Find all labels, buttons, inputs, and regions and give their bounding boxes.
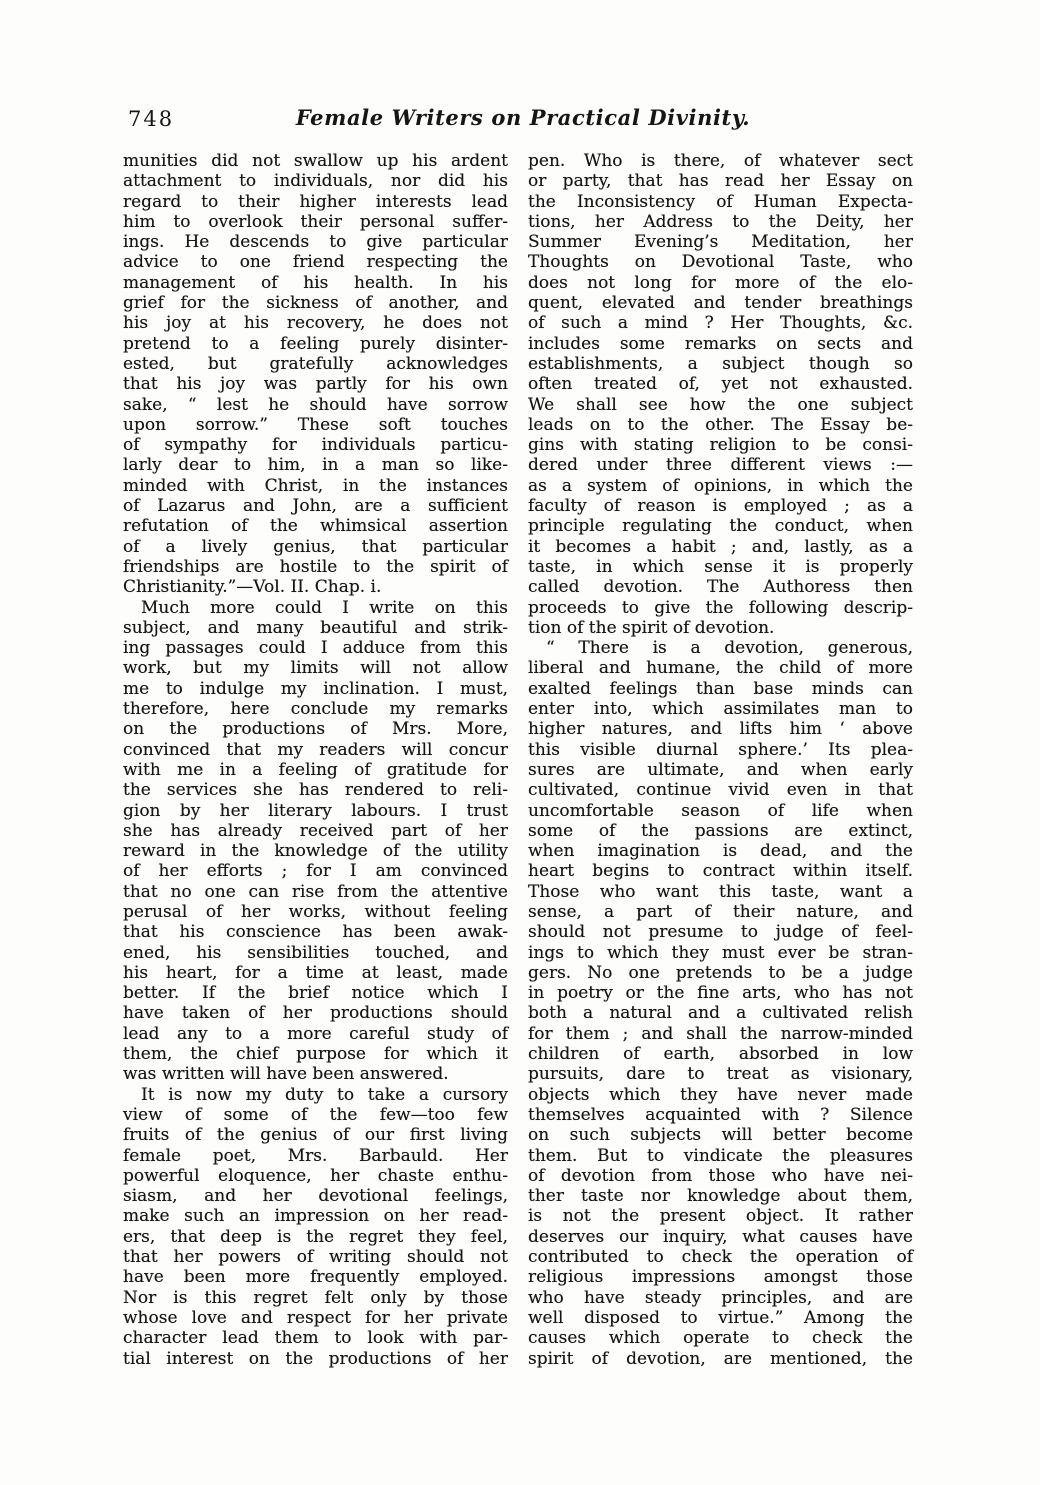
text-line: includes some remarks on sects and bbox=[528, 333, 913, 354]
text-line: taste, in which sense it is properly bbox=[528, 556, 913, 577]
text-line: have been more frequently employed. bbox=[123, 1267, 508, 1288]
text-line: Summer Evening’s Meditation, her bbox=[528, 232, 913, 253]
text-line: the Inconsistency of Human Expecta- bbox=[528, 191, 913, 212]
text-line: subject, and many beautiful and strik- bbox=[123, 617, 508, 638]
text-line: proceeds to give the following descrip- bbox=[528, 597, 913, 618]
text-line: Christianity.”—Vol. II. Chap. i. bbox=[123, 577, 382, 598]
text-line: ther taste nor knowledge about them, bbox=[528, 1186, 913, 1207]
text-line: leads on to the other. The Essay be- bbox=[528, 414, 913, 435]
text-line: ings. He descends to give particular bbox=[123, 232, 508, 253]
text-line: called devotion. The Authoress then bbox=[528, 577, 913, 598]
text-line: reward in the knowledge of the utility bbox=[123, 841, 508, 862]
text-line: upon sorrow.” These soft touches bbox=[123, 414, 508, 435]
text-line: objects which they have never made bbox=[528, 1084, 913, 1105]
page-header bbox=[123, 105, 913, 137]
text-line: higher natures, and lifts him ‘ above bbox=[528, 719, 913, 740]
text-line: larly dear to him, in a man so like- bbox=[123, 455, 508, 476]
text-line: friendships are hostile to the spirit of bbox=[123, 556, 508, 577]
text-line: it becomes a habit ; and, lastly, as a bbox=[528, 536, 913, 557]
text-line: It is now my duty to take a cursory bbox=[141, 1084, 508, 1105]
text-line: work, but my limits will not allow bbox=[123, 658, 508, 679]
text-line: siasm, and her devotional feelings, bbox=[123, 1186, 508, 1207]
text-line: powerful eloquence, her chaste enthu- bbox=[123, 1165, 508, 1186]
text-line: view of some of the few—too few bbox=[123, 1104, 508, 1125]
text-line: them. But to vindicate the pleasures bbox=[528, 1145, 913, 1166]
text-line: cultivated, continue vivid even in that bbox=[528, 780, 913, 801]
text-line: deserves our inquiry, what causes have bbox=[528, 1226, 913, 1247]
text-line: both a natural and a cultivated relish bbox=[528, 1003, 913, 1024]
text-line: lead any to a more careful study of bbox=[123, 1023, 508, 1044]
text-line: of Lazarus and John, are a sufficient bbox=[123, 496, 508, 517]
text-line: tions, her Address to the Deity, her bbox=[528, 211, 913, 232]
text-line: his heart, for a time at least, made bbox=[123, 962, 508, 983]
text-line: she has already received part of her bbox=[123, 820, 508, 841]
text-line: or party, that has read her Essay on bbox=[528, 171, 913, 192]
text-line: causes which operate to check the bbox=[528, 1328, 913, 1349]
text-line: pursuits, dare to treat as visionary, bbox=[528, 1064, 913, 1085]
text-line: refutation of the whimsical assertion bbox=[123, 516, 508, 537]
text-line: children of earth, absorbed in low bbox=[528, 1044, 913, 1065]
text-line: of sympathy for individuals particu- bbox=[123, 435, 508, 456]
text-line: is not the present object. It rather bbox=[528, 1206, 913, 1227]
text-line: whose love and respect for her private bbox=[123, 1307, 508, 1328]
text-line: establishments, a subject though so bbox=[528, 353, 913, 374]
text-line: sures are ultimate, and when early bbox=[528, 759, 913, 780]
text-line: better. If the brief notice which I bbox=[123, 983, 508, 1004]
text-line: spirit of devotion, are mentioned, the bbox=[528, 1348, 913, 1369]
text-line: We shall see how the one subject bbox=[528, 394, 913, 415]
page-number: 748 bbox=[128, 107, 175, 131]
text-line: Those who want this taste, want a bbox=[528, 881, 913, 902]
text-line: his joy at his recovery, he does not bbox=[123, 313, 508, 334]
text-line: “ There is a devotion, generous, bbox=[546, 638, 913, 659]
text-line: him to overlook their personal suffer- bbox=[123, 211, 508, 232]
text-line: sense, a part of their nature, and bbox=[528, 901, 913, 922]
text-line: that his conscience has been awak- bbox=[123, 922, 508, 943]
text-line: of devotion from those who have nei- bbox=[528, 1165, 913, 1186]
text-line: when imagination is dead, and the bbox=[528, 841, 913, 862]
text-line: was written will have been answered. bbox=[123, 1064, 449, 1085]
text-line: enter into, which assimilates man to bbox=[528, 699, 913, 720]
text-line: Thoughts on Devotional Taste, who bbox=[528, 252, 913, 273]
text-line: pretend to a feeling purely disinter- bbox=[123, 333, 508, 354]
text-line: exalted feelings than base minds can bbox=[528, 678, 913, 699]
text-line: contributed to check the operation of bbox=[528, 1247, 913, 1268]
text-line: this visible diurnal sphere.’ Its plea- bbox=[528, 739, 913, 760]
text-line: as a system of opinions, in which the bbox=[528, 475, 913, 496]
text-line: on the productions of Mrs. More, bbox=[123, 719, 508, 740]
text-line: me to indulge my inclination. I must, bbox=[123, 678, 508, 699]
text-line: themselves acquainted with ? Silence bbox=[528, 1104, 913, 1125]
text-line: well disposed to virtue.” Among the bbox=[528, 1307, 913, 1328]
text-line: gers. No one pretends to be a judge bbox=[528, 962, 913, 983]
text-line: management of his health. In his bbox=[123, 272, 508, 293]
text-line: convinced that my readers will concur bbox=[123, 739, 508, 760]
text-line: for them ; and shall the narrow-minded bbox=[528, 1023, 913, 1044]
text-line: tial interest on the productions of her bbox=[123, 1348, 508, 1369]
text-line: munities did not swallow up his ardent bbox=[123, 151, 508, 171]
text-line: uncomfortable season of life when bbox=[528, 800, 913, 821]
text-line: on such subjects will better become bbox=[528, 1125, 913, 1146]
text-line: should not presume to judge of feel- bbox=[528, 922, 913, 943]
left-column bbox=[123, 151, 508, 1369]
page-content bbox=[123, 105, 913, 1369]
text-line: some of the passions are extinct, bbox=[528, 820, 913, 841]
text-line: gins with stating religion to be consi- bbox=[528, 435, 913, 456]
text-line: regard to their higher interests lead bbox=[123, 191, 508, 212]
text-line: of a lively genius, that particular bbox=[123, 536, 508, 557]
text-line: fruits of the genius of our first living bbox=[123, 1125, 508, 1146]
text-line: have taken of her productions should bbox=[123, 1003, 508, 1024]
text-line: with me in a feeling of gratitude for bbox=[123, 759, 508, 780]
text-line: minded with Christ, in the instances bbox=[123, 475, 508, 496]
text-line: grief for the sickness of another, and bbox=[123, 293, 508, 314]
page-title: Female Writers on Practical Divinity. bbox=[295, 105, 751, 130]
text-line: dered under three different views :— bbox=[528, 455, 913, 476]
text-line: attachment to individuals, nor did his bbox=[123, 171, 508, 192]
text-line: that no one can rise from the attentive bbox=[123, 881, 508, 902]
text-line: heart begins to contract within itself. bbox=[528, 861, 913, 882]
text-line: therefore, here conclude my remarks bbox=[123, 699, 508, 720]
text-line: them, the chief purpose for which it bbox=[123, 1044, 508, 1065]
text-line: sake, “ lest he should have sorrow bbox=[123, 394, 508, 415]
text-line: female poet, Mrs. Barbauld. Her bbox=[123, 1145, 508, 1166]
text-line: that his joy was partly for his own bbox=[123, 374, 508, 395]
text-line: advice to one friend respecting the bbox=[123, 252, 508, 273]
text-line: quent, elevated and tender breathings bbox=[528, 293, 913, 314]
text-line: Nor is this regret felt only by those bbox=[123, 1287, 508, 1308]
text-line: liberal and humane, the child of more bbox=[528, 658, 913, 679]
text-columns bbox=[123, 151, 913, 1369]
text-line: ings to which they must ever be stran- bbox=[528, 942, 913, 963]
text-line: gion by her literary labours. I trust bbox=[123, 800, 508, 821]
text-line: tion of the spirit of devotion. bbox=[528, 617, 775, 638]
text-line: of her efforts ; for I am convinced bbox=[123, 861, 508, 882]
text-line: Much more could I write on this bbox=[141, 597, 508, 618]
text-line: of such a mind ? Her Thoughts, &c. bbox=[528, 313, 913, 334]
text-line: in poetry or the fine arts, who has not bbox=[528, 983, 913, 1004]
text-line: ened, his sensibilities touched, and bbox=[123, 942, 508, 963]
text-line: that her powers of writing should not bbox=[123, 1247, 508, 1268]
text-line: faculty of reason is employed ; as a bbox=[528, 496, 913, 517]
text-line: ested, but gratefully acknowledges bbox=[123, 353, 508, 374]
text-line: principle regulating the conduct, when bbox=[528, 516, 913, 537]
text-line: religious impressions amongst those bbox=[528, 1267, 913, 1288]
text-line: ers, that deep is the regret they feel, bbox=[123, 1226, 508, 1247]
text-line: does not long for more of the elo- bbox=[528, 272, 913, 293]
text-line: pen. Who is there, of whatever sect bbox=[528, 151, 913, 171]
text-line: often treated of, yet not exhausted. bbox=[528, 374, 913, 395]
text-line: who have steady principles, and are bbox=[528, 1287, 913, 1308]
text-line: character lead them to look with par- bbox=[123, 1328, 508, 1349]
right-column bbox=[528, 151, 913, 1369]
text-line: perusal of her works, without feeling bbox=[123, 901, 508, 922]
text-line: ing passages could I adduce from this bbox=[123, 638, 508, 659]
text-line: make such an impression on her read- bbox=[123, 1206, 508, 1227]
text-line: the services she has rendered to reli- bbox=[123, 780, 508, 801]
